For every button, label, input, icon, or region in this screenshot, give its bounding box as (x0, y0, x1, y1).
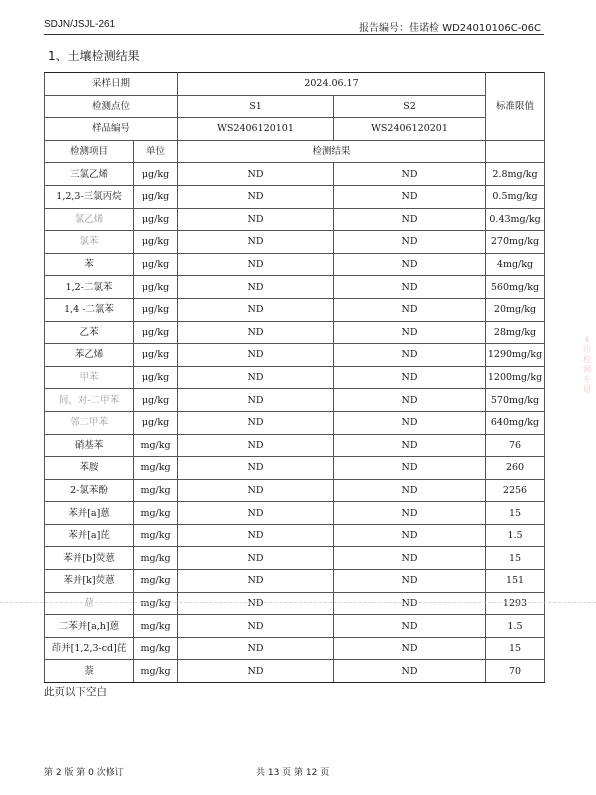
table-row (45, 479, 545, 502)
table-row (45, 163, 545, 186)
limit-cell: 70 (486, 660, 545, 683)
item-cell: 1,2,3-三氯丙烷 (45, 185, 134, 208)
s1-result-cell: ND (178, 185, 334, 208)
s2-result-cell: ND (334, 457, 486, 480)
s1-result-cell: ND (178, 231, 334, 254)
table-row (45, 276, 545, 299)
s1-result-cell: ND (178, 524, 334, 547)
unit-cell: mg/kg (134, 547, 178, 570)
page-number: 共 13 页 第 12 页 (256, 768, 330, 778)
unit-cell: μg/kg (134, 298, 178, 321)
s2-result-cell: ND (334, 615, 486, 638)
s1-result-cell: ND (178, 411, 334, 434)
item-cell: 甲苯 (45, 366, 134, 389)
sampling-date-label: 采样日期 (45, 73, 178, 96)
s1-result-cell: ND (178, 637, 334, 660)
s1-result-cell: ND (178, 253, 334, 276)
point-s1: S1 (178, 95, 334, 118)
result-header: 检测结果 (178, 140, 486, 163)
s2-result-cell: ND (334, 524, 486, 547)
limit-cell: 0.5mg/kg (486, 185, 545, 208)
item-cell: 硝基苯 (45, 434, 134, 457)
limit-cell: 15 (486, 502, 545, 525)
limit-cell: 1.5 (486, 524, 545, 547)
table-row (45, 547, 545, 570)
limit-cell: 1200mg/kg (486, 366, 545, 389)
limit-cell: 15 (486, 637, 545, 660)
s1-result-cell: ND (178, 389, 334, 412)
s1-result-cell: ND (178, 321, 334, 344)
section-title: 1、土壤检测结果 (48, 49, 140, 63)
s1-result-cell: ND (178, 502, 334, 525)
unit-cell: μg/kg (134, 208, 178, 231)
limit-cell: 15 (486, 547, 545, 570)
sampling-date-row (45, 73, 545, 96)
item-cell: 萘 (45, 660, 134, 683)
header-divider (44, 34, 544, 35)
table-row (45, 592, 545, 615)
s1-result-cell: ND (178, 366, 334, 389)
limit-cell: 1293 (486, 592, 545, 615)
s2-result-cell: ND (334, 479, 486, 502)
detection-point-label: 检测点位 (45, 95, 178, 118)
item-cell: 䓛 (45, 592, 134, 615)
limit-header-blank (486, 140, 545, 163)
table-row (45, 344, 545, 367)
item-cell: 间，对-二甲苯 (45, 389, 134, 412)
item-cell: 苯并[b]荧蒽 (45, 547, 134, 570)
unit-cell: mg/kg (134, 502, 178, 525)
item-cell: 邻二甲苯 (45, 411, 134, 434)
standard-limit-header: 标准限值 (486, 73, 545, 141)
sample-number-row (45, 118, 545, 141)
s1-result-cell: ND (178, 615, 334, 638)
s1-result-cell: ND (178, 208, 334, 231)
item-cell: 苯乙烯 (45, 344, 134, 367)
item-cell: 1,4 -二氯苯 (45, 298, 134, 321)
table-row (45, 411, 545, 434)
table-row (45, 208, 545, 231)
s1-result-cell: ND (178, 163, 334, 186)
s2-result-cell: ND (334, 411, 486, 434)
unit-cell: μg/kg (134, 389, 178, 412)
item-cell: 苯并[a]蒽 (45, 502, 134, 525)
limit-cell: 0.43mg/kg (486, 208, 545, 231)
soil-results-table (44, 72, 545, 683)
table-row (45, 253, 545, 276)
s1-result-cell: ND (178, 479, 334, 502)
limit-cell: 4mg/kg (486, 253, 545, 276)
s2-result-cell: ND (334, 570, 486, 593)
s1-result-cell: ND (178, 570, 334, 593)
item-cell: 苯胺 (45, 457, 134, 480)
s1-result-cell: ND (178, 547, 334, 570)
sample-number-s1: WS2406120101 (178, 118, 334, 141)
unit-cell: mg/kg (134, 479, 178, 502)
item-cell: 茚并[1,2,3-cd]芘 (45, 637, 134, 660)
item-cell: 苯并[k]荧蒽 (45, 570, 134, 593)
s2-result-cell: ND (334, 231, 486, 254)
s1-result-cell: ND (178, 660, 334, 683)
table-row (45, 321, 545, 344)
end-of-page-note: 此页以下空白 (44, 686, 107, 698)
s2-result-cell: ND (334, 208, 486, 231)
s1-result-cell: ND (178, 434, 334, 457)
item-cell: 2-氯苯酚 (45, 479, 134, 502)
point-s2: S2 (334, 95, 486, 118)
limit-cell: 1290mg/kg (486, 344, 545, 367)
limit-cell: 2256 (486, 479, 545, 502)
table-row (45, 389, 545, 412)
table-row (45, 615, 545, 638)
item-header: 检测项目 (45, 140, 134, 163)
scan-artifact-line (0, 602, 596, 603)
unit-cell: mg/kg (134, 457, 178, 480)
unit-cell: μg/kg (134, 163, 178, 186)
item-cell: 氯苯 (45, 231, 134, 254)
sample-number-s2: WS2406120201 (334, 118, 486, 141)
s2-result-cell: ND (334, 502, 486, 525)
unit-cell: mg/kg (134, 434, 178, 457)
s1-result-cell: ND (178, 457, 334, 480)
document-code: SDJN/JSJL-261 (44, 19, 116, 30)
item-cell: 二苯并[a,h]蒽 (45, 615, 134, 638)
seal-stamp-fragment: ℹ 印 检 测 专 用 (583, 335, 591, 394)
unit-cell: μg/kg (134, 231, 178, 254)
s2-result-cell: ND (334, 185, 486, 208)
unit-cell: μg/kg (134, 253, 178, 276)
sample-number-label: 样品编号 (45, 118, 178, 141)
limit-cell: 560mg/kg (486, 276, 545, 299)
detection-point-row (45, 95, 545, 118)
limit-cell: 151 (486, 570, 545, 593)
limit-cell: 20mg/kg (486, 298, 545, 321)
unit-cell: μg/kg (134, 321, 178, 344)
s2-result-cell: ND (334, 276, 486, 299)
table-row (45, 298, 545, 321)
limit-cell: 570mg/kg (486, 389, 545, 412)
unit-cell: mg/kg (134, 592, 178, 615)
s2-result-cell: ND (334, 434, 486, 457)
sampling-date-value: 2024.06.17 (178, 73, 486, 96)
unit-cell: mg/kg (134, 570, 178, 593)
item-cell: 三氯乙烯 (45, 163, 134, 186)
unit-cell: μg/kg (134, 276, 178, 299)
table-row (45, 231, 545, 254)
unit-cell: mg/kg (134, 524, 178, 547)
unit-cell: mg/kg (134, 660, 178, 683)
s2-result-cell: ND (334, 660, 486, 683)
s2-result-cell: ND (334, 163, 486, 186)
report-number: 报告编号：佳诺检 WD24010106C-06C (359, 23, 541, 34)
table-row (45, 502, 545, 525)
unit-cell: mg/kg (134, 615, 178, 638)
s2-result-cell: ND (334, 637, 486, 660)
limit-cell: 2.8mg/kg (486, 163, 545, 186)
table-row (45, 185, 545, 208)
table-row (45, 457, 545, 480)
item-cell: 1,2-二氯苯 (45, 276, 134, 299)
item-cell: 苯并[a]芘 (45, 524, 134, 547)
s1-result-cell: ND (178, 298, 334, 321)
limit-cell: 260 (486, 457, 545, 480)
revision-info: 第 2 版 第 0 次修订 (44, 768, 124, 778)
unit-cell: mg/kg (134, 637, 178, 660)
table-row (45, 570, 545, 593)
table-row (45, 366, 545, 389)
s2-result-cell: ND (334, 321, 486, 344)
item-cell: 乙苯 (45, 321, 134, 344)
unit-cell: μg/kg (134, 185, 178, 208)
limit-cell: 76 (486, 434, 545, 457)
table-row (45, 660, 545, 683)
s2-result-cell: ND (334, 592, 486, 615)
s1-result-cell: ND (178, 592, 334, 615)
s2-result-cell: ND (334, 344, 486, 367)
item-cell: 氯乙烯 (45, 208, 134, 231)
column-header-row (45, 140, 545, 163)
unit-header: 单位 (134, 140, 178, 163)
limit-cell: 270mg/kg (486, 231, 545, 254)
s1-result-cell: ND (178, 344, 334, 367)
s2-result-cell: ND (334, 298, 486, 321)
limit-cell: 640mg/kg (486, 411, 545, 434)
s1-result-cell: ND (178, 276, 334, 299)
s2-result-cell: ND (334, 366, 486, 389)
item-cell: 苯 (45, 253, 134, 276)
s2-result-cell: ND (334, 253, 486, 276)
limit-cell: 1.5 (486, 615, 545, 638)
unit-cell: μg/kg (134, 366, 178, 389)
s2-result-cell: ND (334, 547, 486, 570)
table-row (45, 434, 545, 457)
unit-cell: μg/kg (134, 344, 178, 367)
unit-cell: μg/kg (134, 411, 178, 434)
s2-result-cell: ND (334, 389, 486, 412)
limit-cell: 28mg/kg (486, 321, 545, 344)
table-row (45, 524, 545, 547)
table-row (45, 637, 545, 660)
